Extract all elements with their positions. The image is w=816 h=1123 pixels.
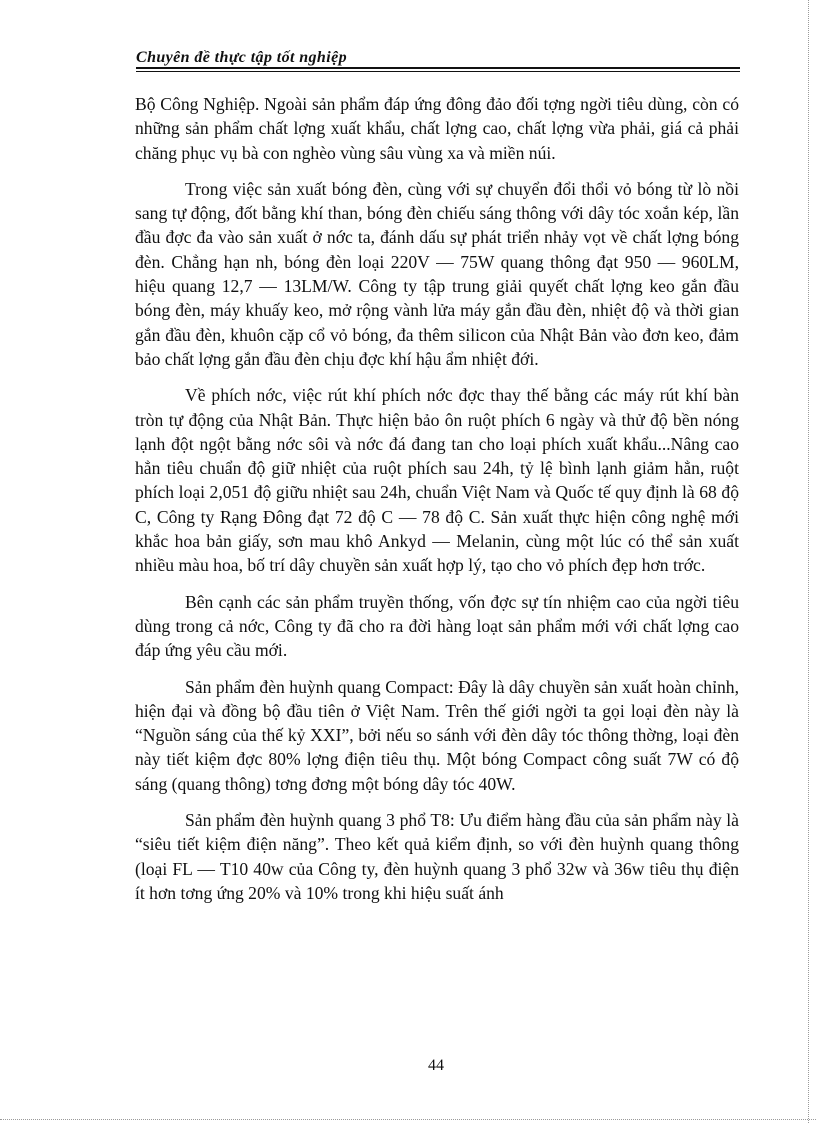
paragraph-thermos: Về phích nớc, việc rút khí phích nớc đợc thay thế bằng các máy rút khí bàn tròn tự động của Nhật Bản. Thực hiện bảo ôn ruột phích 6 ngày và thử độ bền nóng lạnh đột ngột bằng nớc sôi và nớc đá đang tan cho loại phích xuất khẩu...Nâng cao hẳn tiêu chuẩn độ giữ nhiệt của ruột phích sau 24h, tỷ lệ bình lạnh giảm hẳn, ruột phích loại 2,051 độ giữu nhiệt sau 24h, chuẩn Việt Nam và Quốc tế quy định là 68 độ C, Công ty Rạng Đông đạt 72 độ C — 78 độ C. Sản xuất thực hiện công nghệ mới khắc hoa bản giấy, sơn mau khô Ankyd — Melanin, cùng một lúc có thể sản xuất nhiều màu hoa, bố trí dây chuyền sản xuất hợp lý, tạo cho vỏ phích đẹp hơn trớc.	[135, 385, 739, 576]
paragraph-compact-lamp: Sản phẩm đèn huỳnh quang Compact: Đây là dây chuyền sản xuất hoàn chỉnh, hiện đại và đồng bộ đầu tiên ở Việt Nam. Trên thế giới ngời ta gọi loại đèn này là “Nguồn sáng của thế kỷ XXI”, bởi nếu so sánh với đèn dây tóc thông thờng, loại đèn này tiết kiệm đợc 80% lợng điện tiêu thụ. Một bóng Compact công suất 7W có độ sáng (quang thông) tơng đơng một bóng dây tóc 40W.	[135, 676, 739, 794]
paragraph-continuation: Bộ Công Nghiệp. Ngoài sản phẩm đáp ứng đông đảo đối tợng ngời tiêu dùng, còn có những sản phẩm chất lợng xuất khẩu, chất lợng cao, chất lợng vừa phải, giá cả phải chăng phục vụ bà con nghèo vùng sâu vùng xa và miền núi.	[135, 94, 739, 163]
paragraph-light-bulbs: Trong việc sản xuất bóng đèn, cùng với sự chuyển đổi thổi vỏ bóng từ lò nồi sang tự động, đốt bằng khí than, bóng đèn chiếu sáng thông với dây tóc xoắn kép, lần đầu đợc đa vào sản xuất ở nớc ta, đánh dấu sự phát triển nhảy vọt về chất lợng bóng đèn. Chẳng hạn nh, bóng đèn loại 220V — 75W quang thông đạt 950 — 960LM, hiệu quang 12,7 — 13LM/W. Công ty tập trung giải quyết chất lợng keo gắn đầu bóng đèn, máy khuấy keo, mở rộng vành lửa máy gắn đầu đèn, nhiệt độ và thời gian gắn đầu đèn, khuôn cặp cổ vỏ bóng, đa thêm silicon của Nhật Bản vào đơn keo, đảm bảo chất lợng gắn đầu đèn chịu đợc khí hậu ẩm nhiệt đới.	[135, 178, 739, 369]
header-rule-thin	[136, 71, 740, 72]
running-header-title: Chuyên đề thực tập tốt nghiệp	[136, 49, 347, 66]
paragraph-new-products: Bên cạnh các sản phẩm truyền thống, vốn đợc sự tín nhiệm cao của ngời tiêu dùng trong cả nớc, Công ty đã cho ra đời hàng loạt sản phẩm mới với chất lợng cao đáp ứng yêu cầu mới.	[135, 591, 739, 661]
header-rule-thick	[136, 67, 740, 69]
document-body	[135, 92, 739, 917]
paragraph-t8-lamp: Sản phẩm đèn huỳnh quang 3 phổ T8: Ưu điểm hàng đầu của sản phẩm này là “siêu tiết kiệm điện năng”. Theo kết quả kiểm định, so với đèn huỳnh quang thông (loại FL — T10 40w của Công ty, đèn huỳnh quang 3 phổ 32w và 36w tiêu thụ điện ít hơn tơng ứng 20% và 10% trong khi hiệu suất ánh	[135, 810, 739, 903]
page-border-right	[808, 0, 810, 1123]
page-number: 44	[428, 1057, 444, 1074]
page-border-bottom	[0, 1119, 816, 1121]
